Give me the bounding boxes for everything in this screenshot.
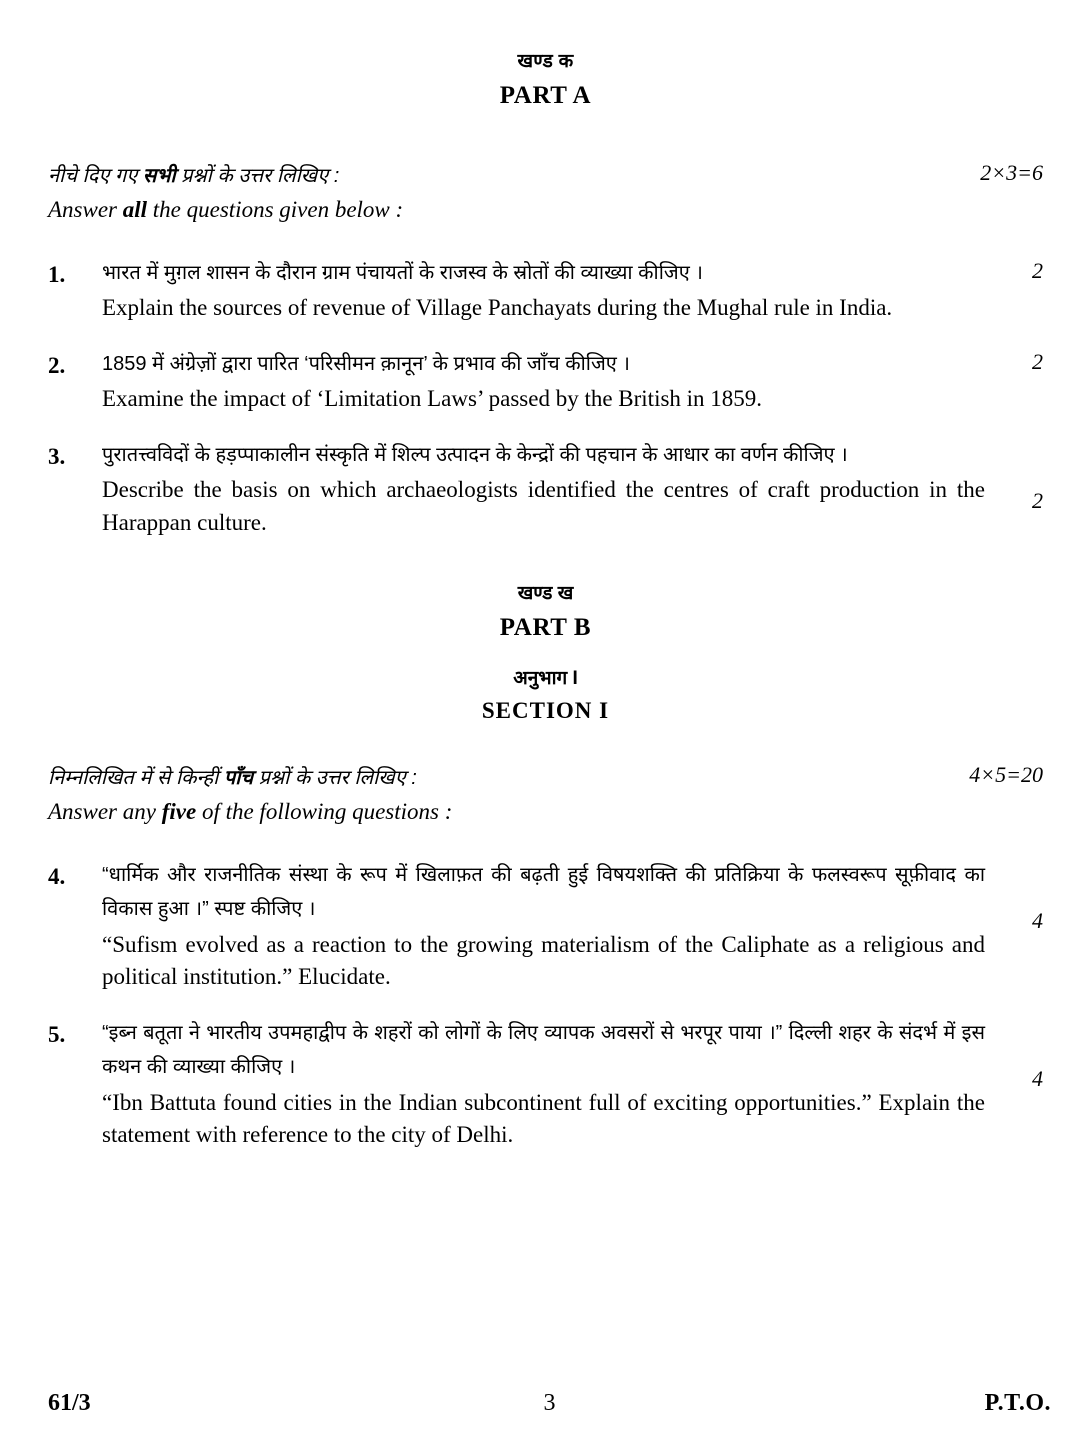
question-3-number: 3.: [48, 443, 66, 469]
page-number: 3: [543, 1390, 556, 1416]
instr-b-en-text-2: of the following questions :: [196, 799, 453, 825]
question-5-marks: 4: [1032, 1066, 1043, 1092]
question-1-hindi: भारत में मुग़ल शासन के दौरान ग्राम पंचायतों के राजस्व के स्रोतों की व्याख्या कीजिए ।: [102, 261, 703, 284]
instr-b-hi-text-2: प्रश्नों के उत्तर लिखिए :: [253, 767, 417, 790]
instr-en-text-2: the questions given below :: [147, 197, 404, 222]
section-1-heading-hindi: अनुभाग I: [513, 668, 578, 690]
question-2-hindi: 1859 में अंग्रेज़ों द्वारा पारित ‘परिसीमन क़ानून’ के प्रभाव की जाँच कीजिए ।: [102, 352, 630, 375]
pto-label: P.T.O.: [984, 1390, 1051, 1416]
instr-b-hi-emphasis: पाँच: [223, 767, 254, 790]
question-2-number: 2.: [48, 352, 66, 378]
part-b-heading-hindi: खण्ड ख: [517, 583, 574, 605]
section-1-heading-english: SECTION I: [481, 697, 610, 723]
instr-hi-text-1: नीचे दिए गए: [48, 165, 143, 187]
question-3-hindi: पुरातत्त्वविदों के हड़प्पाकालीन संस्कृति में शिल्प उत्पादन के केन्द्रों की पहचान के आधार का वर्णन कीजिए ।: [102, 443, 848, 466]
question-1-marks: 2: [1032, 257, 1043, 283]
question-5-english: “Ibn Battuta found cities in the Indian subcontinent full of exciting opportunities.” Explain the statement with reference to the city of Delhi.: [102, 1089, 985, 1148]
instr-en-emphasis: all: [122, 197, 148, 222]
part-b-instructions: [48, 762, 1043, 830]
page-footer: [48, 1390, 1051, 1417]
question-5: [48, 1016, 1043, 1152]
part-a-instruction-english: [48, 192, 1043, 228]
question-4-marks: 4: [1032, 907, 1043, 933]
instr-en-text-1: Answer: [48, 197, 123, 222]
part-b-total-marks: 4×5=20: [969, 762, 1043, 788]
part-a-heading-hindi: खण्ड क: [517, 51, 574, 72]
question-1: [48, 256, 1043, 325]
instr-b-en-text-1: Answer any: [48, 799, 162, 825]
question-5-number: 5.: [48, 1022, 66, 1048]
page-content: [48, 48, 1043, 1152]
question-3-marks: 2: [1032, 487, 1043, 513]
question-4-english: “Sufism evolved as a reaction to the growing materialism of the Caliphate as a religious and political institution.” Elucidate.: [102, 931, 985, 990]
instr-hi-emphasis: सभी: [142, 165, 176, 187]
question-5-body: [102, 1016, 1043, 1152]
part-b-instruction-hindi: [48, 762, 417, 794]
question-1-body: [102, 256, 1043, 325]
question-4-body: [102, 858, 1043, 994]
question-4-hindi: “धार्मिक और राजनीतिक संस्था के रूप में खिलाफ़त की बढ़ती हुई विषयशक्ति की प्रतिक्रिया के फलस्वरूप सूफ़ीवाद का विकास हुआ ।” स्पष्ट कीजिए ।: [102, 863, 985, 921]
question-4-number: 4.: [48, 863, 66, 889]
part-a-heading-english: PART A: [499, 81, 592, 109]
part-a-total-marks: 2×3=6: [980, 160, 1043, 185]
paper-code: 61/3: [48, 1390, 91, 1416]
instr-b-en-emphasis: five: [161, 799, 197, 825]
question-1-english: Explain the sources of revenue of Village Panchayats during the Mughal rule in India.: [102, 295, 893, 321]
question-3-body: [102, 438, 1043, 540]
question-5-hindi: “इब्न बतूता ने भारतीय उपमहाद्वीप के शहरों को लोगों के लिए व्यापक अवसरों से भरपूर पाया ।” दिल्ली शहर के संदर्भ में इस कथन की व्याख्या कीजिए ।: [102, 1022, 985, 1079]
instr-b-hi-text-1: निम्नलिखित में से किन्हीं: [48, 767, 224, 790]
instr-hi-text-2: प्रश्नों के उत्तर लिखिए :: [175, 165, 340, 187]
question-3: [48, 438, 1043, 540]
part-a-instruction-hindi: [48, 160, 339, 192]
part-b-instruction-english: [48, 794, 1043, 830]
question-3-english: Describe the basis on which archaeologists identified the centres of craft production in the Harappan culture.: [102, 477, 985, 535]
part-a-instructions: [48, 160, 1043, 228]
question-2-marks: 2: [1032, 348, 1043, 374]
question-1-number: 1.: [48, 261, 66, 287]
question-2-english: Examine the impact of ‘Limitation Laws’ passed by the British in 1859.: [102, 386, 763, 412]
question-2-body: [102, 347, 1043, 416]
question-4: [48, 858, 1043, 994]
question-2: [48, 347, 1043, 416]
part-b-heading-english: PART B: [499, 613, 592, 641]
